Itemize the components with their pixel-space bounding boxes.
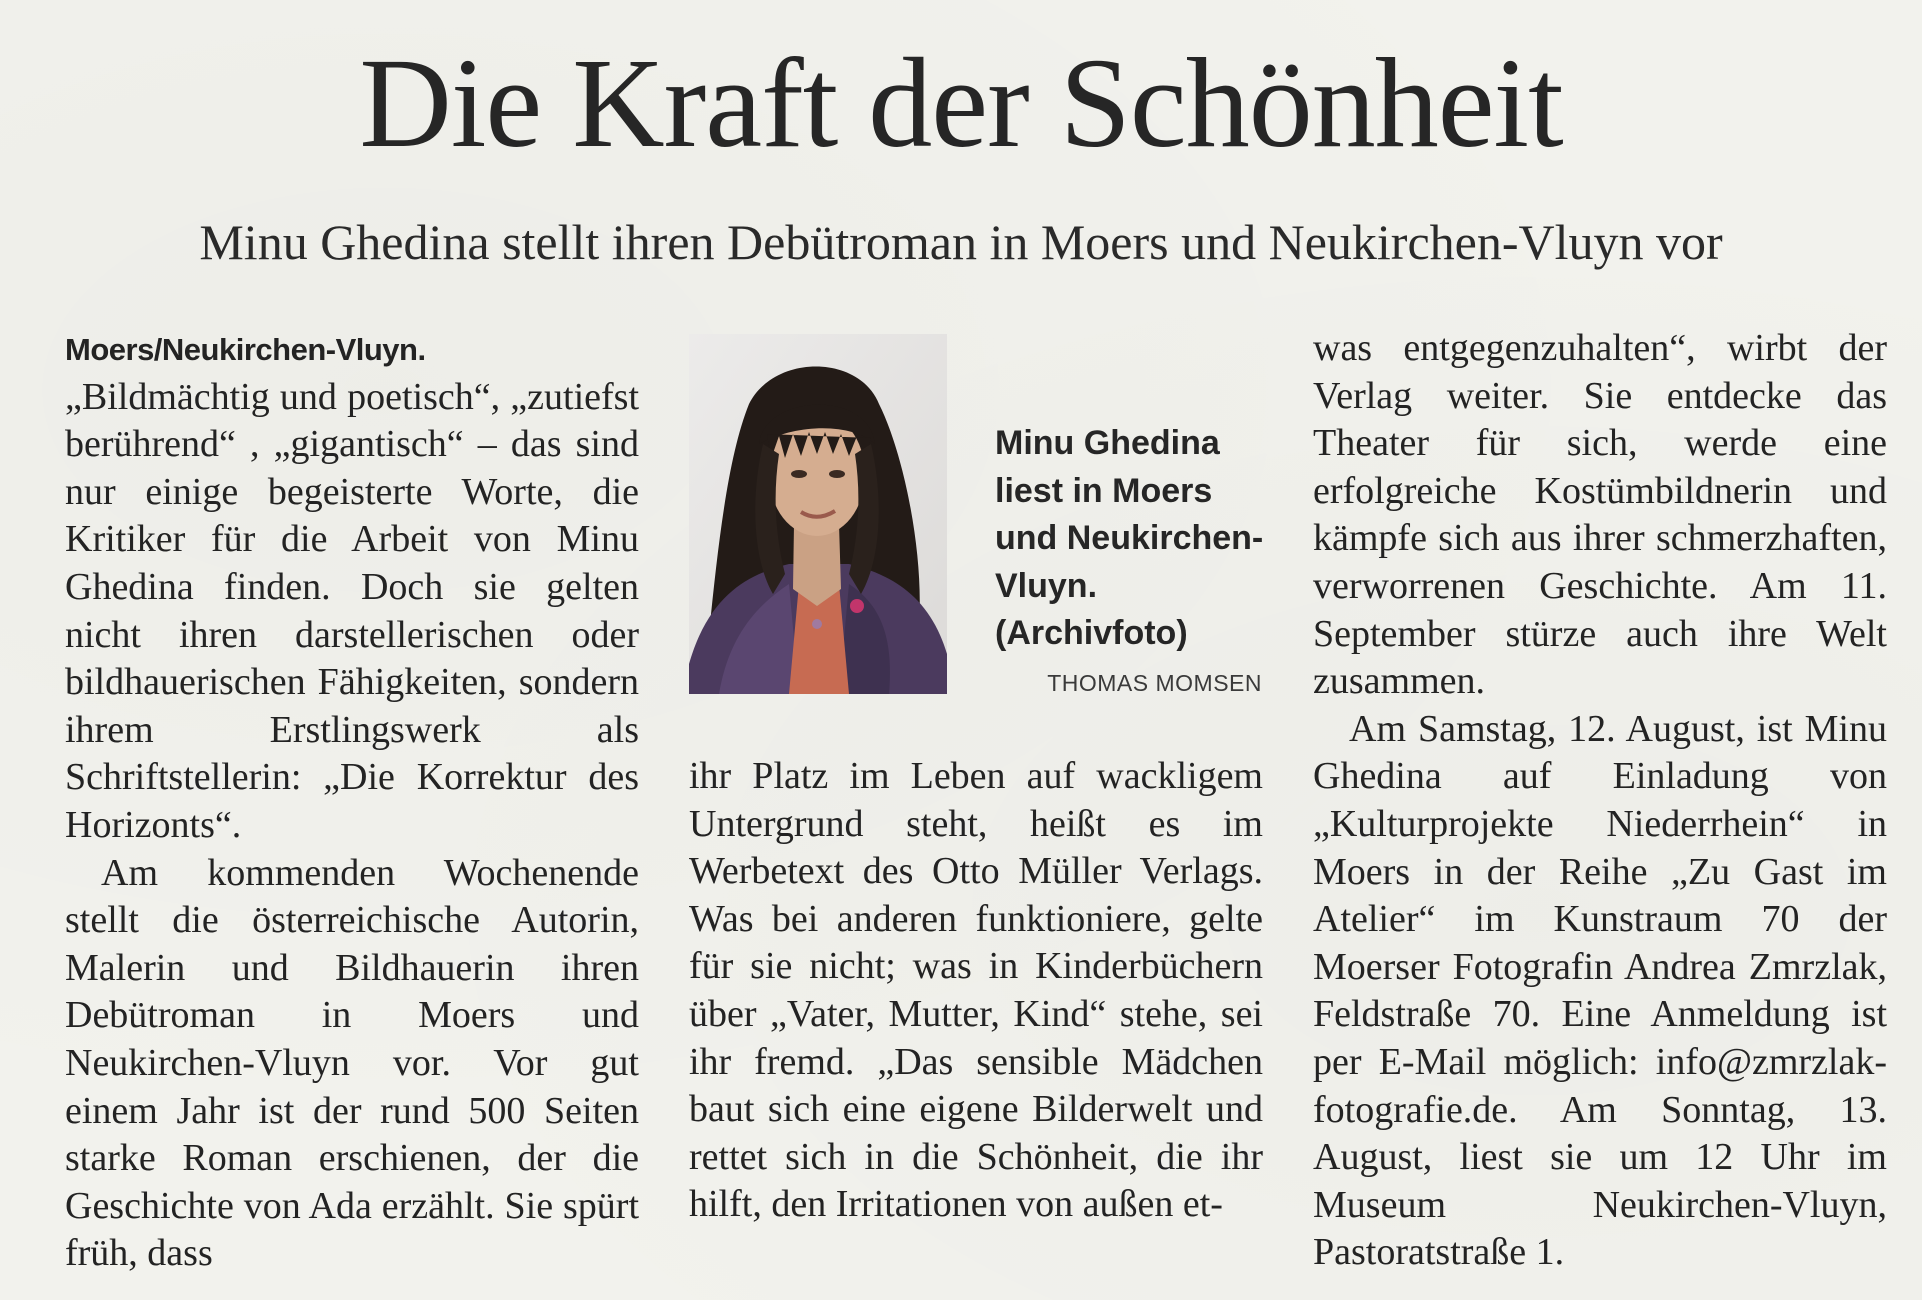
text-column-3 <box>1313 325 1887 1277</box>
photo-caption: Minu Ghedina liest in Moers und Neukirchen-Vluyn. (Archivfoto) <box>995 424 1264 653</box>
text-column-1 <box>65 325 639 1278</box>
paragraph: Am Samstag, 12. August, ist Minu Ghedina auf Einladung von „Kulturprojekte Niederrhein“ in Moers in der Reihe „Zu Gast im Atelier“ im Kunstraum 70 der Moerser Fotografin Andrea Zmrzlak, Feldstraße 70. Eine Anmeldung ist per E-Mail möglich: info@zmrzlak-fotografie.de. Am Sonntag, 13. August, liest sie um 12 Uhr im Museum Neukirchen-Vluyn, Pastoratstraße 1. <box>1313 707 1887 1274</box>
headline: Die Kraft der Schönheit <box>359 32 1563 174</box>
paragraph: Am kommenden Wochenende stellt die österreichische Autorin, Malerin und Bildhauerin ihren Debütroman in Moers und Neukirchen-Vluyn vor. Vor gut einem Jahr ist der rund 500 Seiten starke Roman erschienen, der die Geschichte von Ada erzählt. Sie spürt früh, dass <box>65 851 639 1275</box>
text-column-2 <box>689 753 1263 1229</box>
dateline: Moers/Neukirchen-Vluyn. <box>65 332 426 367</box>
author-photo <box>689 334 947 694</box>
paragraph <box>65 325 639 850</box>
photo-credit: THOMAS MOMSEN <box>1047 670 1262 696</box>
portrait-image <box>689 334 947 694</box>
paragraph: was entgegenzuhalten“, wirbt der Verlag weiter. Sie entdecke das Theater für sich, werde eine erfolgreiche Kostümbildnerin und kämpfe sich aus ihrer schmerzhaften, verworrenen Geschichte. Am 11. September stürze auch ihre Welt zusammen. <box>1313 327 1887 703</box>
subheadline: Minu Ghedina stellt ihren Debütroman in Moers und Neukirchen-Vluyn vor <box>199 214 1723 270</box>
paragraph-text: „Bildmächtig und poetisch“, „zutiefst berührend“ , „gigantisch“ – das sind nur einige begeisterte Worte, die Kritiker für die Arbeit von Minu Ghedina finden. Doch sie gelten nicht ihren darstellerischen oder bildhauerischen Fähigkeiten, sondern ihrem Erstlingswerk als Schriftstellerin: „Die Korrektur des Horizonts“. <box>65 375 639 846</box>
paragraph: ihr Platz im Leben auf wackligem Untergrund steht, heißt es im Werbetext des Otto Müller Verlags. Was bei anderen funktioniere, gelte für sie nicht; was in Kinderbüchern über „Vater, Mutter, Kind“ stehe, sei ihr fremd. „Das sensible Mädchen baut sich eine eigene Bilderwelt und rettet sich in die Schönheit, die ihr hilft, den Irritationen von außen et- <box>689 755 1263 1226</box>
